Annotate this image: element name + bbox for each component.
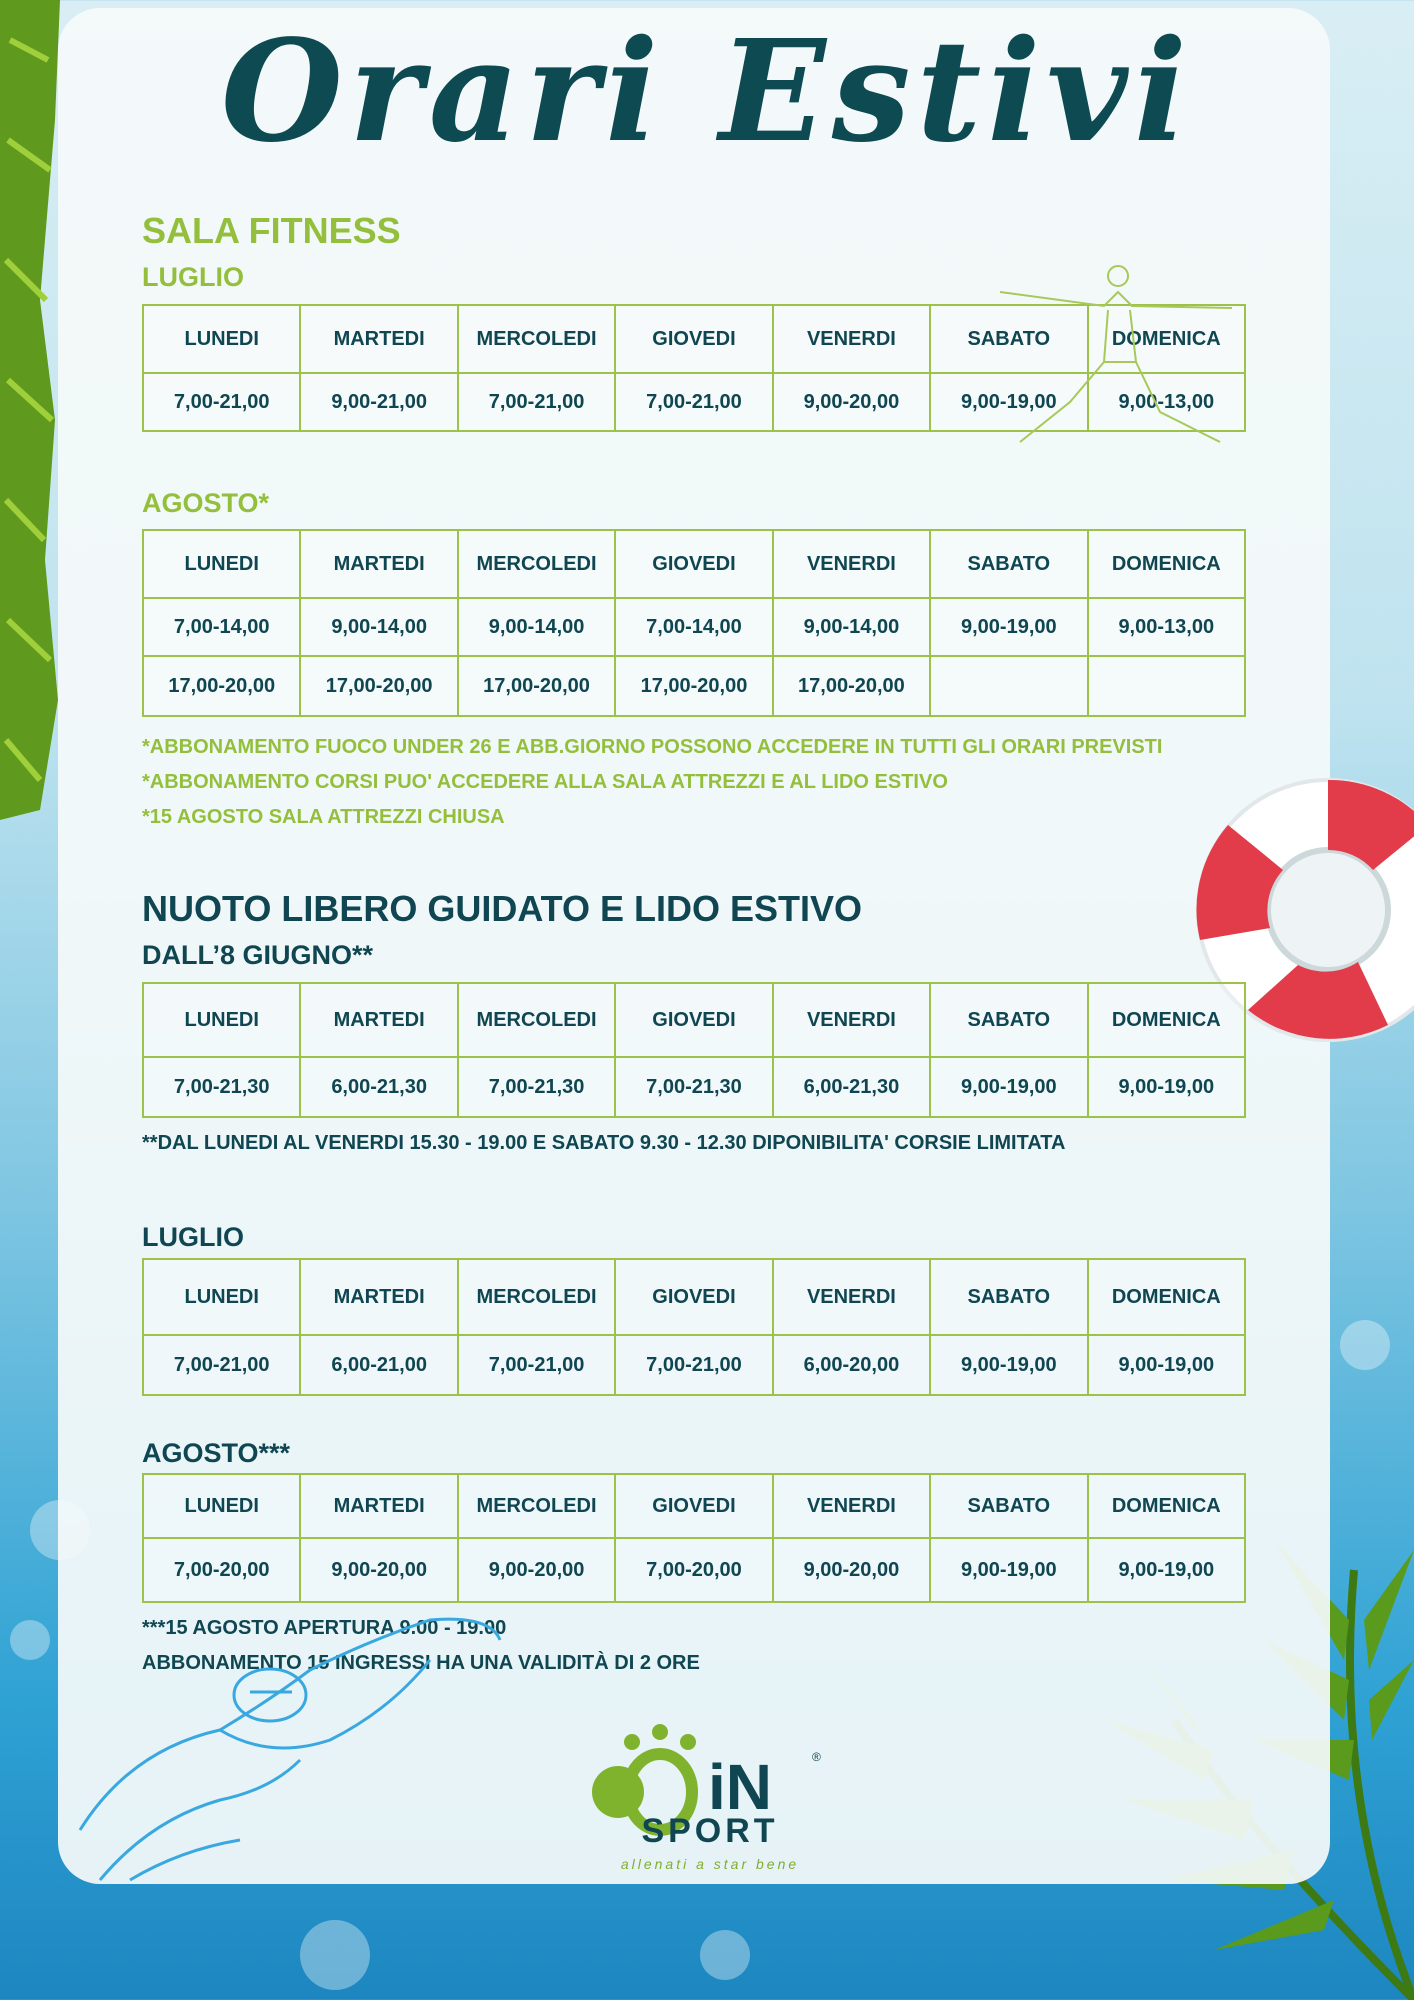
day-header: DOMENICA: [1088, 983, 1245, 1057]
day-header: DOMENICA: [1088, 1474, 1245, 1538]
logo-text-sport: SPORT: [641, 1812, 779, 1850]
time-cell: 7,00-21,00: [143, 373, 300, 431]
table-nuoto-agosto: [142, 1473, 1246, 1603]
day-header: MERCOLEDI: [458, 1474, 615, 1538]
time-cell: 9,00-19,00: [1088, 1335, 1245, 1395]
day-header: DOMENICA: [1088, 1259, 1245, 1335]
day-header: MERCOLEDI: [458, 1259, 615, 1335]
table-row: [143, 656, 1245, 716]
month-label-fitness-agosto: AGOSTO*: [142, 488, 270, 518]
page-title: Orari Estivi: [220, 10, 1194, 174]
time-cell: 7,00-21,00: [458, 373, 615, 431]
time-cell: 9,00-19,00: [930, 598, 1087, 656]
day-header: SABATO: [930, 305, 1087, 373]
nuoto-agosto-note: ***15 AGOSTO APERTURA 9.00 - 19.00: [142, 1617, 507, 1639]
bokeh: [1340, 1320, 1390, 1370]
day-header: LUNEDI: [143, 1259, 300, 1335]
day-header: VENERDI: [773, 983, 930, 1057]
time-cell: 7,00-14,00: [615, 598, 772, 656]
nuoto-agosto-note: ABBONAMENTO 15 INGRESSI HA UNA VALIDITÀ DI 2 ORE: [142, 1652, 700, 1674]
day-header: SABATO: [930, 983, 1087, 1057]
time-cell: 9,00-19,00: [1088, 1538, 1245, 1602]
day-header: GIOVEDI: [615, 1259, 772, 1335]
time-cell: 9,00-21,00: [300, 373, 457, 431]
day-header: LUNEDI: [143, 1474, 300, 1538]
section-heading-nuoto: NUOTO LIBERO GUIDATO E LIDO ESTIVO: [142, 888, 863, 929]
time-cell: 17,00-20,00: [458, 656, 615, 716]
time-cell: 9,00-20,00: [300, 1538, 457, 1602]
section-heading-fitness: SALA FITNESS: [142, 210, 401, 251]
fitness-note: *ABBONAMENTO FUOCO UNDER 26 E ABB.GIORNO POSSONO ACCEDERE IN TUTTI GLI ORARI PREVISTI: [142, 736, 1163, 758]
yoga-figure-icon: [1000, 262, 1240, 452]
time-cell: 7,00-21,00: [615, 1335, 772, 1395]
time-cell: 7,00-21,00: [615, 373, 772, 431]
day-header: VENERDI: [773, 305, 930, 373]
table-row: [143, 1057, 1245, 1117]
time-cell: 17,00-20,00: [773, 656, 930, 716]
time-cell: 9,00-20,00: [773, 373, 930, 431]
fitness-note: *15 AGOSTO SALA ATTREZZI CHIUSA: [142, 806, 505, 828]
time-cell: 9,00-14,00: [458, 598, 615, 656]
time-cell: [1088, 656, 1245, 716]
time-cell: 9,00-19,00: [930, 373, 1087, 431]
table-nuoto-giugno: [142, 982, 1246, 1118]
time-cell: 9,00-19,00: [930, 1538, 1087, 1602]
time-cell: 17,00-20,00: [143, 656, 300, 716]
time-cell: 9,00-14,00: [300, 598, 457, 656]
time-cell: 7,00-21,00: [143, 1335, 300, 1395]
nuoto-giugno-note: **DAL LUNEDI AL VENERDI 15.30 - 19.00 E SABATO 9.30 - 12.30 DIPONIBILITA' CORSIE LIMITATA: [142, 1132, 1066, 1154]
bokeh: [700, 1930, 750, 1980]
day-header: VENERDI: [773, 1259, 930, 1335]
table-header-row: [143, 1259, 1245, 1335]
day-header: DOMENICA: [1088, 530, 1245, 598]
bokeh: [300, 1920, 370, 1990]
fitness-note: *ABBONAMENTO CORSI PUO' ACCEDERE ALLA SALA ATTREZZI E AL LIDO ESTIVO: [142, 771, 948, 793]
day-header: MERCOLEDI: [458, 530, 615, 598]
table-header-row: [143, 983, 1245, 1057]
time-cell: 9,00-19,00: [930, 1057, 1087, 1117]
table-row: [143, 1335, 1245, 1395]
day-header: MARTEDI: [300, 983, 457, 1057]
month-label-nuoto-giugno: DALL’8 GIUGNO**: [142, 940, 374, 970]
time-cell: 9,00-20,00: [773, 1538, 930, 1602]
time-cell: 9,00-19,00: [930, 1335, 1087, 1395]
day-header: MARTEDI: [300, 530, 457, 598]
logo-tagline: allenati a star bene: [620, 1856, 800, 1872]
day-header: MERCOLEDI: [458, 305, 615, 373]
time-cell: 7,00-20,00: [615, 1538, 772, 1602]
time-cell: 9,00-13,00: [1088, 598, 1245, 656]
time-cell: 6,00-21,30: [300, 1057, 457, 1117]
time-cell: [930, 656, 1087, 716]
day-header: SABATO: [930, 1474, 1087, 1538]
time-cell: 7,00-21,00: [458, 1335, 615, 1395]
month-label-fitness-luglio: LUGLIO: [142, 262, 244, 292]
table-nuoto-luglio: [142, 1258, 1246, 1396]
swimmer-icon: [70, 1600, 510, 1890]
time-cell: 9,00-20,00: [458, 1538, 615, 1602]
time-cell: 7,00-14,00: [143, 598, 300, 656]
day-header: VENERDI: [773, 530, 930, 598]
time-cell: 9,00-14,00: [773, 598, 930, 656]
day-header: DOMENICA: [1088, 305, 1245, 373]
time-cell: 9,00-19,00: [1088, 1057, 1245, 1117]
time-cell: 7,00-20,00: [143, 1538, 300, 1602]
logo-text-in: iN: [708, 1751, 772, 1823]
day-header: LUNEDI: [143, 305, 300, 373]
bokeh: [10, 1620, 50, 1660]
day-header: MERCOLEDI: [458, 983, 615, 1057]
day-header: SABATO: [930, 530, 1087, 598]
time-cell: 6,00-21,30: [773, 1057, 930, 1117]
day-header: MARTEDI: [300, 305, 457, 373]
time-cell: 7,00-21,30: [143, 1057, 300, 1117]
time-cell: 6,00-21,00: [300, 1335, 457, 1395]
time-cell: 9,00-13,00: [1088, 373, 1245, 431]
day-header: LUNEDI: [143, 983, 300, 1057]
day-header: VENERDI: [773, 1474, 930, 1538]
day-header: SABATO: [930, 1259, 1087, 1335]
day-header: MARTEDI: [300, 1474, 457, 1538]
time-cell: 7,00-21,30: [615, 1057, 772, 1117]
day-header: LUNEDI: [143, 530, 300, 598]
month-label-nuoto-luglio: LUGLIO: [142, 1222, 244, 1252]
day-header: GIOVEDI: [615, 1474, 772, 1538]
time-cell: 6,00-20,00: [773, 1335, 930, 1395]
day-header: GIOVEDI: [615, 530, 772, 598]
day-header: GIOVEDI: [615, 983, 772, 1057]
day-header: GIOVEDI: [615, 305, 772, 373]
month-label-nuoto-agosto: AGOSTO***: [142, 1438, 291, 1468]
time-cell: 17,00-20,00: [615, 656, 772, 716]
day-header: MARTEDI: [300, 1259, 457, 1335]
table-row: [143, 598, 1245, 656]
table-header-row: [143, 1474, 1245, 1538]
insport-logo: [590, 1720, 830, 1880]
table-header-row: [143, 530, 1245, 598]
time-cell: 7,00-21,30: [458, 1057, 615, 1117]
table-fitness-agosto: [142, 529, 1246, 717]
time-cell: 17,00-20,00: [300, 656, 457, 716]
registered-mark: ®: [812, 1750, 821, 1764]
table-row: [143, 1538, 1245, 1602]
